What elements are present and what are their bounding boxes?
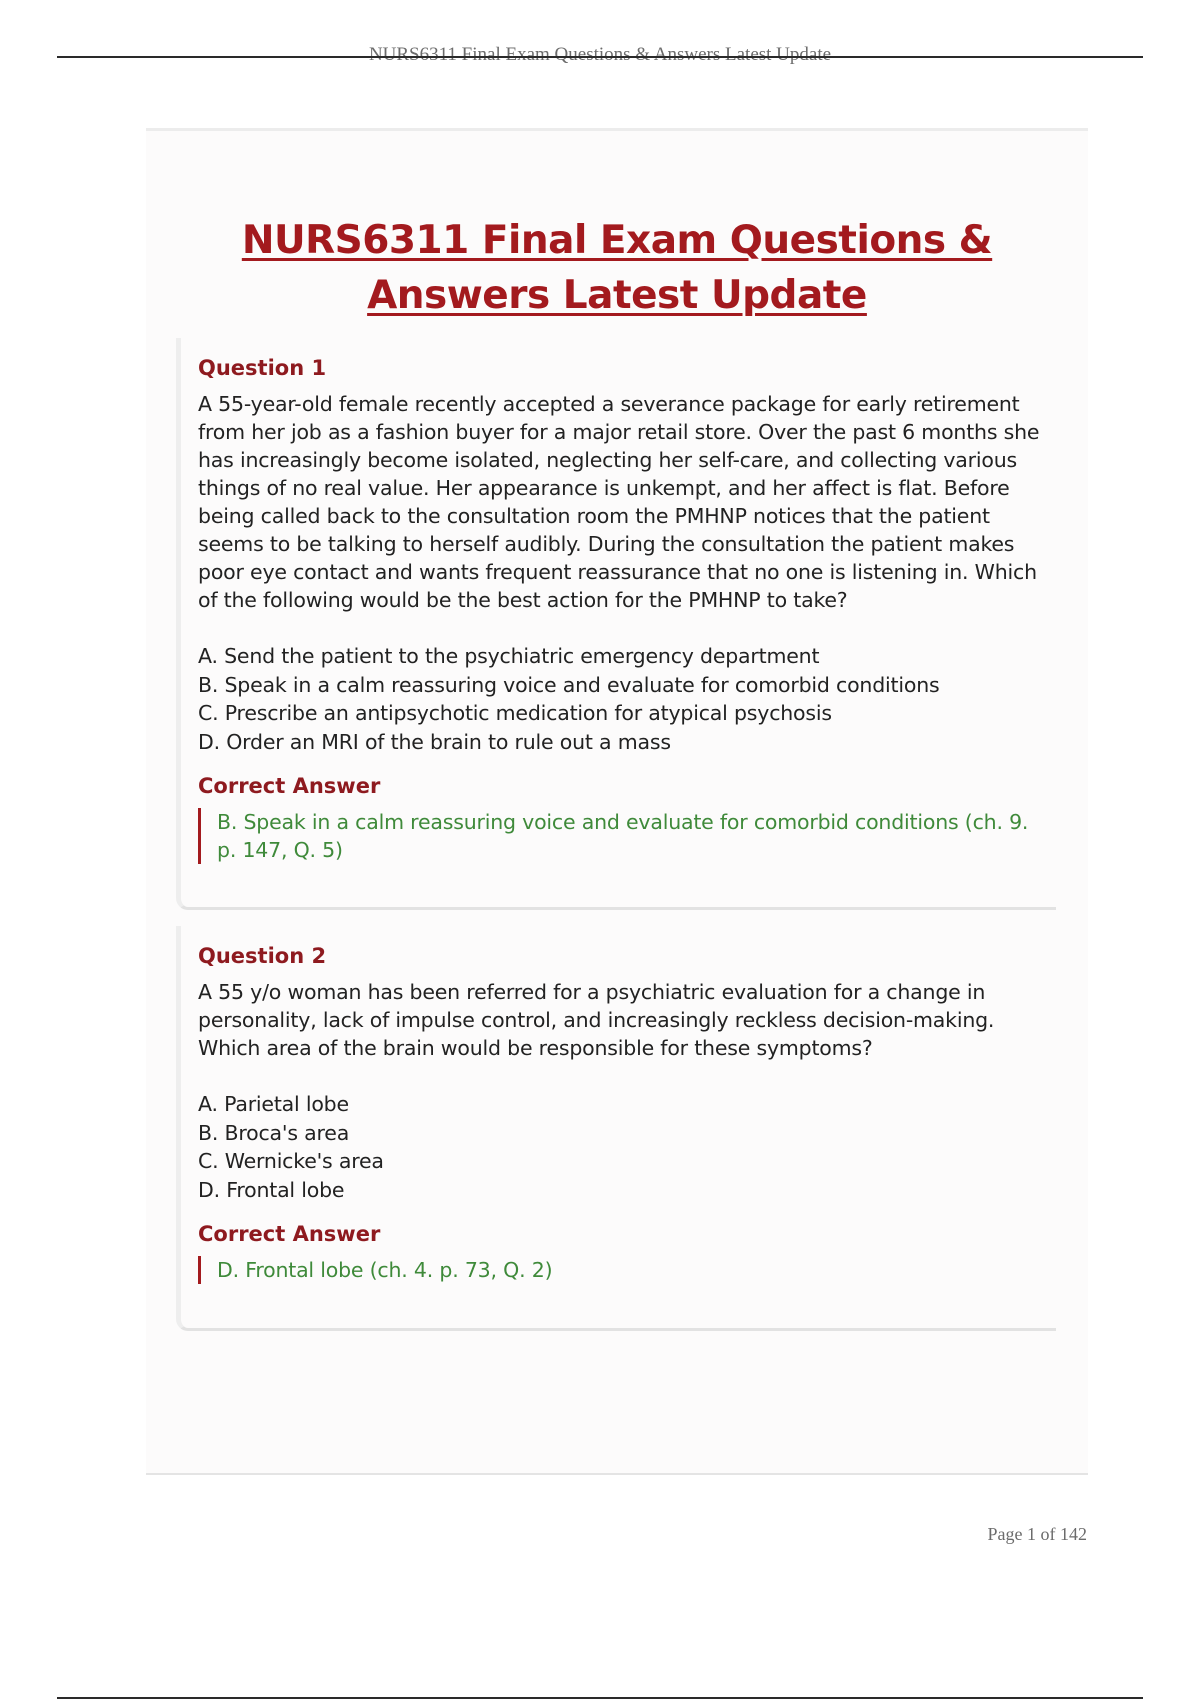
question-text: A 55-year-old female recently accepted a severance package for early retirement from her job as a fashion buyer for a major retail store. Over the past 6 months she has increasingly become isolated, neglecting her self-care, and collecting various things of no real value. Her appearance is unkempt, and her affect is flat. Before being called back to the consultation room the PMHNP notices that the patient seems to be talking to herself audibly. During the consultation the patient makes poor eye contact and wants frequent reassurance that no one is listening in. Which of the following would be the best action for the PMHNP to take? xyxy=(198,392,1040,612)
option-c: C. Wernicke's area xyxy=(198,1149,384,1173)
document-title: NURS6311 Final Exam Questions & Answers Latest Update xyxy=(241,218,993,318)
option-list xyxy=(198,642,1056,756)
option-list xyxy=(198,1090,1056,1204)
question-label: Question 1 xyxy=(198,356,327,380)
correct-answer-text: B. Speak in a calm reassuring voice and evaluate for comorbid conditions (ch. 9. p. 147, Q. 5) xyxy=(198,808,1056,864)
option-b: B. Speak in a calm reassuring voice and evaluate for comorbid conditions xyxy=(198,672,940,697)
option-d: D. Order an MRI of the brain to rule out a mass xyxy=(198,729,671,754)
option-d: D. Frontal lobe xyxy=(198,1177,345,1202)
option-c: C. Prescribe an antipsychotic medication for atypical psychosis xyxy=(198,701,832,725)
option-b: B. Broca's area xyxy=(198,1120,350,1145)
question-label: Question 2 xyxy=(198,944,327,968)
question-text: A 55 y/o woman has been referred for a psychiatric evaluation for a change in personality, lack of impulse control, and increasingly reckless decision-making. Which area of the brain would be responsible for these symptoms? xyxy=(198,980,995,1060)
page-number: Page 1 of 142 xyxy=(987,1524,1087,1544)
content-card xyxy=(146,128,1088,1475)
question-block-2 xyxy=(176,926,1056,1331)
question-block-1 xyxy=(176,338,1056,910)
option-a: A. Send the patient to the psychiatric emergency department xyxy=(198,644,820,668)
correct-answer-text: D. Frontal lobe (ch. 4. p. 73, Q. 2) xyxy=(198,1256,1056,1284)
footer-rule xyxy=(57,1697,1143,1699)
header-rule xyxy=(57,56,1143,58)
correct-answer-label: Correct Answer xyxy=(198,1222,381,1246)
running-header: NURS6311 Final Exam Questions & Answers Latest Update xyxy=(368,44,832,65)
correct-answer-label: Correct Answer xyxy=(198,774,381,798)
option-a: A. Parietal lobe xyxy=(198,1092,349,1116)
